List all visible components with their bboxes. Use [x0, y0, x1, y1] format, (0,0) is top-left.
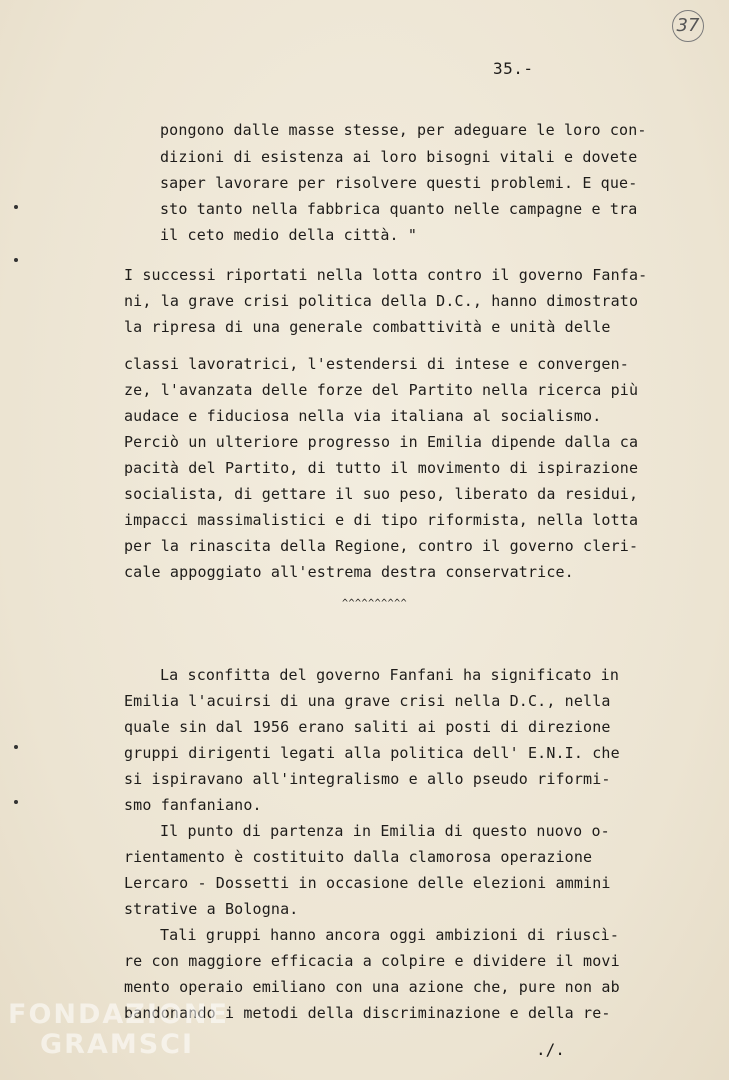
- text-line: smo fanfaniano.: [124, 796, 262, 814]
- archive-watermark: FONDAZIONE GRAMSCI: [8, 999, 229, 1060]
- text-line: cale appoggiato all'estrema destra conservatrice.: [124, 563, 574, 581]
- text-line: mento operaio emiliano con una azione che, pure non ab: [124, 978, 620, 996]
- continuation-mark: ./.: [536, 1040, 565, 1059]
- text-line: dizioni di esistenza ai loro bisogni vitali e dovete: [160, 148, 638, 166]
- text-line: bandonando i metodi della discriminazione e della re-: [124, 1004, 611, 1022]
- text-line: Lercaro - Dossetti in occasione delle elezioni ammini: [124, 874, 611, 892]
- text-line: classi lavoratrici, l'estendersi di intese e convergen-: [124, 355, 629, 373]
- text-line: gruppi dirigenti legati alla politica dell' E.N.I. che: [124, 744, 620, 762]
- text-line: per la rinascita della Regione, contro il governo cleri-: [124, 537, 639, 555]
- text-line: pacità del Partito, di tutto il movimento di ispirazione: [124, 459, 639, 477]
- text-line: sto tanto nella fabbrica quanto nelle campagne e tra: [160, 200, 638, 218]
- text-line: impacci massimalistici e di tipo riformista, nella lotta: [124, 511, 639, 529]
- margin-dot: [14, 800, 18, 804]
- text-line: La sconfitta del governo Fanfani ha significato in: [160, 666, 620, 684]
- text-line: quale sin dal 1956 erano saliti ai posti di direzione: [124, 718, 611, 736]
- text-line: audace e fiduciosa nella via italiana al socialismo.: [124, 407, 602, 425]
- text-line: si ispiravano all'integralismo e allo pseudo riformi-: [124, 770, 611, 788]
- text-line: I successi riportati nella lotta contro il governo Fanfa-: [124, 266, 648, 284]
- text-line: ni, la grave crisi politica della D.C., hanno dimostrato: [124, 292, 639, 310]
- text-line: saper lavorare per risolvere questi problemi. E que-: [160, 174, 638, 192]
- section-separator: ^^^^^^^^^^: [342, 598, 408, 609]
- text-line: Emilia l'acuirsi di una grave crisi nella D.C., nella: [124, 692, 611, 710]
- text-line: socialista, di gettare il suo peso, liberato da residui,: [124, 485, 639, 503]
- margin-dot: [14, 205, 18, 209]
- margin-dot: [14, 258, 18, 262]
- text-line: strative a Bologna.: [124, 900, 299, 918]
- text-line: Il punto di partenza in Emilia di questo nuovo o-: [160, 822, 610, 840]
- text-line: rientamento è costituito dalla clamorosa operazione: [124, 848, 593, 866]
- text-line: re con maggiore efficacia a colpire e dividere il movi: [124, 952, 620, 970]
- text-line: Tali gruppi hanno ancora oggi ambizioni di riuscì-: [160, 926, 620, 944]
- text-line: Perciò un ulteriore progresso in Emilia dipende dalla ca: [124, 433, 639, 451]
- margin-dot: [14, 745, 18, 749]
- text-line: pongono dalle masse stesse, per adeguare le loro con-: [160, 121, 647, 139]
- text-line: la ripresa di una generale combattività e unità delle: [124, 318, 611, 336]
- page-number: 35.-: [493, 59, 534, 78]
- archive-number-stamp: 37: [672, 10, 704, 42]
- text-line: ze, l'avanzata delle forze del Partito nella ricerca più: [124, 381, 639, 399]
- text-line: il ceto medio della città. ": [160, 226, 418, 244]
